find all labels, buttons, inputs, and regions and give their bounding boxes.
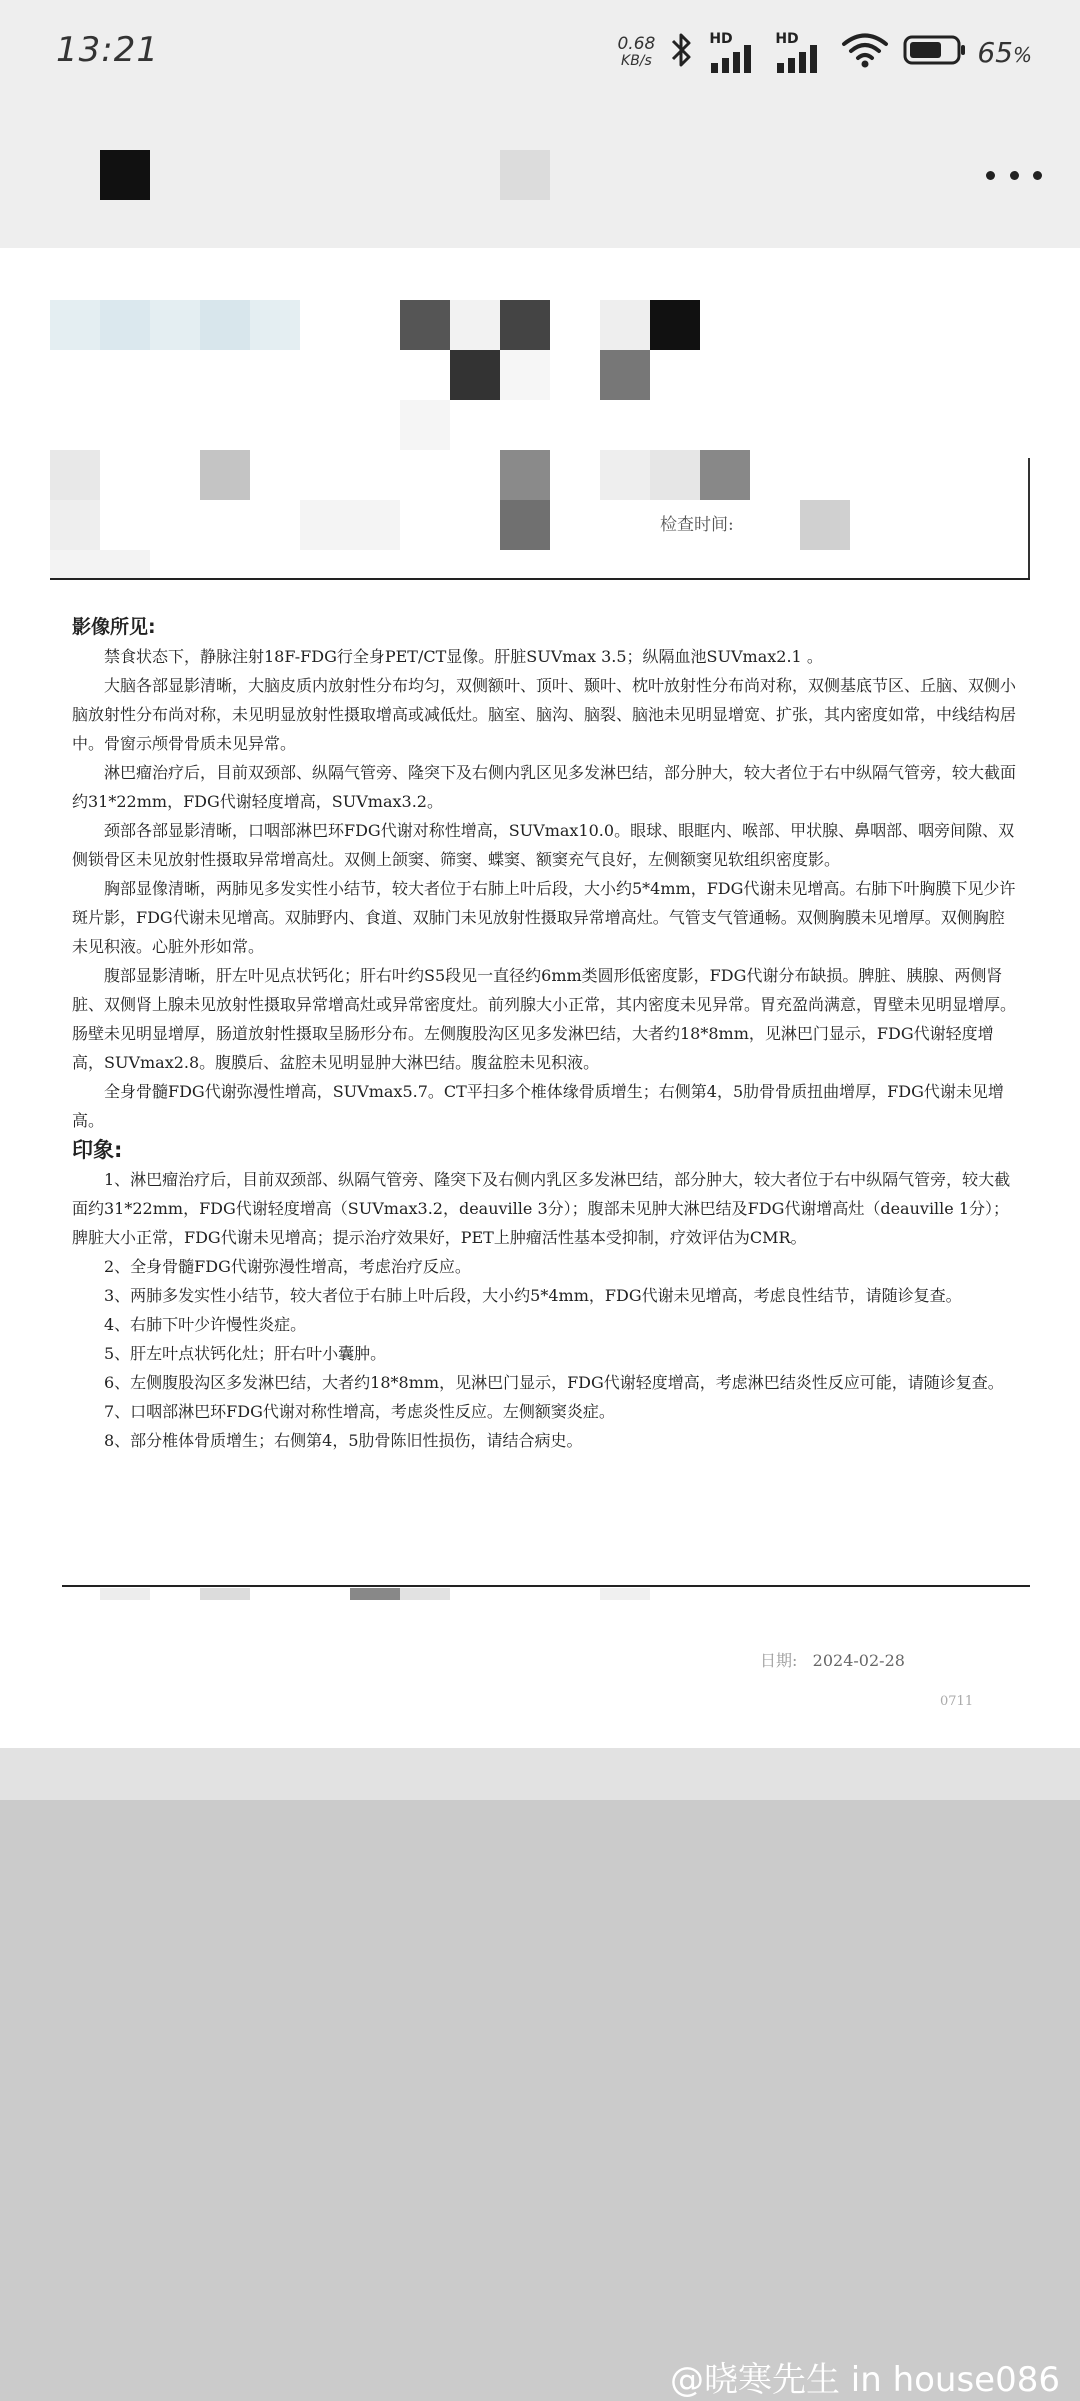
- findings-paragraph: 胸部显像清晰，两肺见多发实性小结节，较大者位于右肺上叶后段，大小约5*4mm，FDG代谢未见增高。右肺下叶胸膜下见少许斑片影，FDG代谢未见增高。双肺野内、食道、双肺门未见放射性摄取异常增高灶。气管支气管通畅。双侧胸膜未见增厚。双侧胸腔未见积液。心脏外形如常。: [72, 879, 1016, 956]
- app-bar: [0, 100, 1080, 248]
- findings-paragraph: 腹部显影清晰，肝左叶见点状钙化；肝右叶约S5段见一直径约6mm类圆形低密度影，FDG代谢分布缺损。脾脏、胰腺、两侧肾脏、双侧肾上腺未见放射性摄取异常增高灶或异常密度灶。前列腺大小正常，其内密度未见异常。胃充盈尚满意，胃壁未见明显增厚。肠壁未见明显增厚，肠道放射性摄取呈肠形分布。左侧腹股沟区见多发淋巴结，大者约18*8mm，见淋巴门显示，FDG代谢轻度增高，SUVmax2.8。腹膜后、盆腔未见明显肿大淋巴结。腹盆腔未见积液。: [72, 966, 1017, 1072]
- findings-paragraph: 全身骨髓FDG代谢弥漫性增高，SUVmax5.7。CT平扫多个椎体缘骨质增生；右侧第4，5肋骨骨质扭曲增厚，FDG代谢未见增高。: [72, 1082, 1004, 1130]
- network-speed-value: 0.68: [617, 33, 656, 54]
- report-document[interactable]: [0, 248, 1080, 1748]
- watermark: @晓寒先生 in house086: [669, 2360, 1060, 2400]
- findings-heading: 影像所见:: [72, 616, 156, 638]
- findings-paragraph: 淋巴瘤治疗后，目前双颈部、纵隔气管旁、隆突下及右侧内乳区见多发淋巴结，部分肿大，较大者位于右中纵隔气管旁，较大截面约31*22mm，FDG代谢轻度增高，SUVmax3.2。: [72, 763, 1017, 811]
- battery-percent-unit: %: [1012, 42, 1032, 67]
- impression-item: 1、淋巴瘤治疗后，目前双颈部、纵隔气管旁、隆突下及右侧内乳区多发淋巴结，部分肿大，较大者位于右中纵隔气管旁，较大截面约31*22mm，FDG代谢轻度增高（SUVmax3.2，deauville 3分）；腹部未见肿大淋巴结及FDG代谢增高灶（deauville 1分）；脾脏大小正常，FDG代谢未见增高；提示治疗效果好，PET上肿瘤活性基本受抑制，疗效评估为CMR。: [72, 1170, 1011, 1247]
- footer-divider: [62, 1585, 1030, 1587]
- more-dot-icon: [986, 171, 995, 180]
- report-date: [760, 1648, 905, 1671]
- report-id-fragment: 0711: [940, 1694, 974, 1709]
- battery-percent-value: 65: [977, 35, 1013, 69]
- more-options-button[interactable]: [986, 155, 1042, 195]
- network-speed-unit: KB/s: [621, 52, 652, 69]
- status-bar: [0, 0, 1080, 100]
- battery-percent: [977, 36, 1032, 69]
- impression-item: 3、两肺多发实性小结节，较大者位于右肺上叶后段，大小约5*4mm，FDG代谢未见增高，考虑良性结节，请随诊复查。: [104, 1286, 962, 1305]
- header-divider-vertical: [1028, 458, 1030, 578]
- impression-item: 4、右肺下叶少许慢性炎症。: [104, 1315, 307, 1334]
- report-date-label: 日期:: [760, 1651, 798, 1670]
- network-speed: [617, 33, 656, 69]
- impression-item: 8、部分椎体骨质增生；右侧第4，5肋骨陈旧性损伤，请结合病史。: [104, 1431, 583, 1450]
- report-content: [72, 612, 1020, 1455]
- more-dot-icon: [1033, 171, 1042, 180]
- page-separator: [0, 1748, 1080, 1800]
- signal-bars-icon: [709, 45, 761, 73]
- battery: [903, 34, 1032, 70]
- impression-heading: 印象:: [72, 1138, 123, 1162]
- impression-item: 7、口咽部淋巴环FDG代谢对称性增高，考虑炎性反应。左侧额窦炎症。: [104, 1402, 615, 1421]
- back-button[interactable]: [100, 150, 150, 200]
- battery-icon: [903, 34, 967, 70]
- header-divider: [50, 578, 1030, 580]
- wifi-icon: [841, 31, 889, 73]
- status-icons: [617, 28, 1032, 76]
- findings-paragraph: 禁食状态下，静脉注射18F-FDG行全身PET/CT显像。肝脏SUVmax 3.5；纵隔血池SUVmax2.1 。: [104, 647, 823, 666]
- report-date-value: 2024-02-28: [812, 1651, 905, 1670]
- exam-time-label: 检查时间:: [660, 515, 734, 535]
- findings-paragraph: 颈部各部显影清晰，口咽部淋巴环FDG代谢对称性增高，SUVmax10.0。眼球、眼眶内、喉部、甲状腺、鼻咽部、咽旁间隙、双侧锁骨区未见放射性摄取异常增高灶。双侧上颌窦、筛窦、蝶窦、额窦充气良好，左侧额窦见软组织密度影。: [72, 821, 1015, 869]
- impression-item: 6、左侧腹股沟区多发淋巴结，大者约18*8mm，见淋巴门显示，FDG代谢轻度增高，考虑淋巴结炎性反应可能，请随诊复查。: [104, 1373, 1004, 1392]
- cell-signal-1-label: HD: [709, 31, 733, 47]
- impression-item: 5、肝左叶点状钙化灶；肝右叶小囊肿。: [104, 1344, 387, 1363]
- more-dot-icon: [1010, 171, 1019, 180]
- status-time: 13:21: [56, 30, 159, 70]
- signal-bars-icon: [775, 45, 827, 73]
- impression-item: 2、全身骨髓FDG代谢弥漫性增高，考虑治疗反应。: [104, 1257, 471, 1276]
- cell-signal-2-label: HD: [775, 31, 799, 47]
- bluetooth-icon: [669, 31, 695, 73]
- cell-signal-1: [709, 31, 761, 73]
- app-title-pixelated: [500, 150, 550, 200]
- cell-signal-2: [775, 31, 827, 73]
- findings-paragraph: 大脑各部显影清晰，大脑皮质内放射性分布均匀，双侧额叶、顶叶、颞叶、枕叶放射性分布尚对称，双侧基底节区、丘脑、双侧小脑放射性分布尚对称，未见明显放射性摄取增高或减低灶。脑室、脑沟、脑裂、脑池未见明显增宽、扩张，其内密度如常，中线结构居中。骨窗示颅骨骨质未见异常。: [72, 676, 1017, 753]
